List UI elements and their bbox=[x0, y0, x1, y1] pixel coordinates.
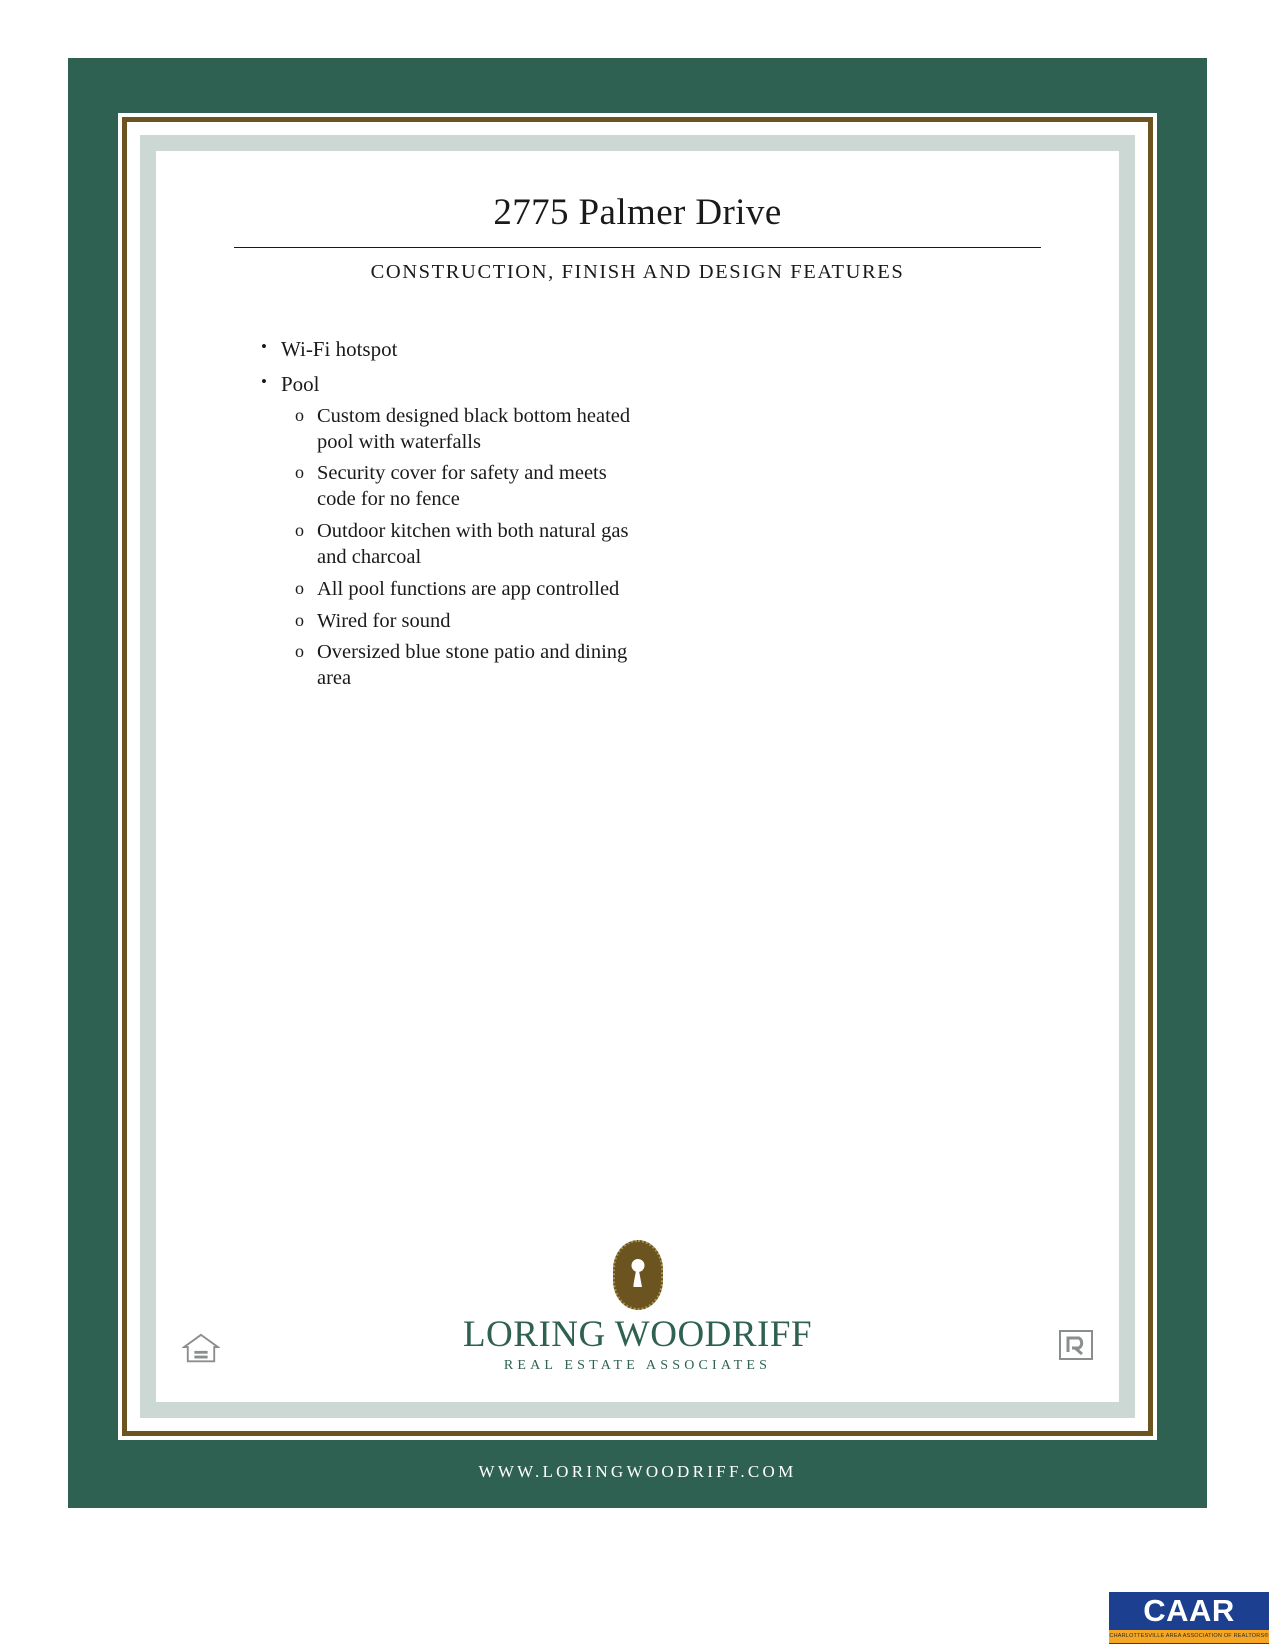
list-item-label: Oversized blue stone patio and dining area bbox=[317, 641, 628, 690]
list-item-label: Outdoor kitchen with both natural gas and charcoal bbox=[317, 520, 629, 568]
page-subtitle: CONSTRUCTION, FINISH AND DESIGN FEATURES bbox=[370, 261, 905, 283]
sub-bullet-icon: o bbox=[295, 520, 304, 541]
sub-bullet-icon: o bbox=[295, 462, 304, 483]
frame-pale-band bbox=[140, 135, 1135, 1418]
frame-white-gap bbox=[118, 113, 1157, 1440]
list-item-label: Security cover for safety and meets code for no fence bbox=[317, 462, 607, 511]
keyhole-logo-icon bbox=[613, 1240, 663, 1310]
website-url[interactable]: WWW.LORINGWOODRIFF.COM bbox=[478, 1462, 797, 1481]
list-item-label: Wired for sound bbox=[317, 609, 451, 632]
caar-badge bbox=[1109, 1592, 1269, 1644]
content-sheet bbox=[156, 151, 1119, 1402]
list-item bbox=[281, 519, 647, 571]
list-item-label: Wi-Fi hotspot bbox=[281, 337, 398, 361]
brand-logo-block bbox=[156, 1240, 1119, 1374]
list-item bbox=[281, 577, 647, 603]
bullet-icon: • bbox=[261, 371, 267, 391]
list-item-label: Pool bbox=[281, 371, 320, 396]
page-frame bbox=[68, 58, 1207, 1508]
brand-tagline: REAL ESTATE ASSOCIATES bbox=[503, 1358, 772, 1373]
title-divider bbox=[234, 247, 1041, 248]
caar-badge-subtitle: CHARLOTTESVILLE AREA ASSOCIATION OF REALTORS® bbox=[1109, 1630, 1269, 1643]
page-title: 2775 Palmer Drive bbox=[493, 192, 782, 233]
sub-bullet-icon: o bbox=[295, 577, 304, 598]
sub-bullet-icon: o bbox=[295, 641, 304, 662]
features-content bbox=[251, 336, 871, 700]
frame-brown-rule bbox=[122, 117, 1153, 1436]
sub-bullet-icon: o bbox=[295, 609, 304, 630]
list-item bbox=[281, 640, 647, 692]
list-item bbox=[251, 371, 871, 692]
list-item-label: All pool functions are app controlled bbox=[317, 577, 620, 600]
list-item bbox=[251, 336, 871, 363]
list-item-label: Custom designed black bottom heated pool with waterfalls bbox=[317, 404, 631, 453]
caar-badge-name: CAAR bbox=[1143, 1593, 1235, 1628]
list-item bbox=[281, 461, 647, 513]
brand-name: LORING WOODRIFF bbox=[462, 1314, 813, 1355]
list-item bbox=[281, 609, 647, 635]
sub-bullet-icon: o bbox=[295, 404, 304, 425]
bullet-icon: • bbox=[261, 337, 267, 356]
list-item bbox=[281, 404, 647, 456]
features-list bbox=[251, 336, 871, 692]
pool-sublist bbox=[281, 404, 871, 692]
